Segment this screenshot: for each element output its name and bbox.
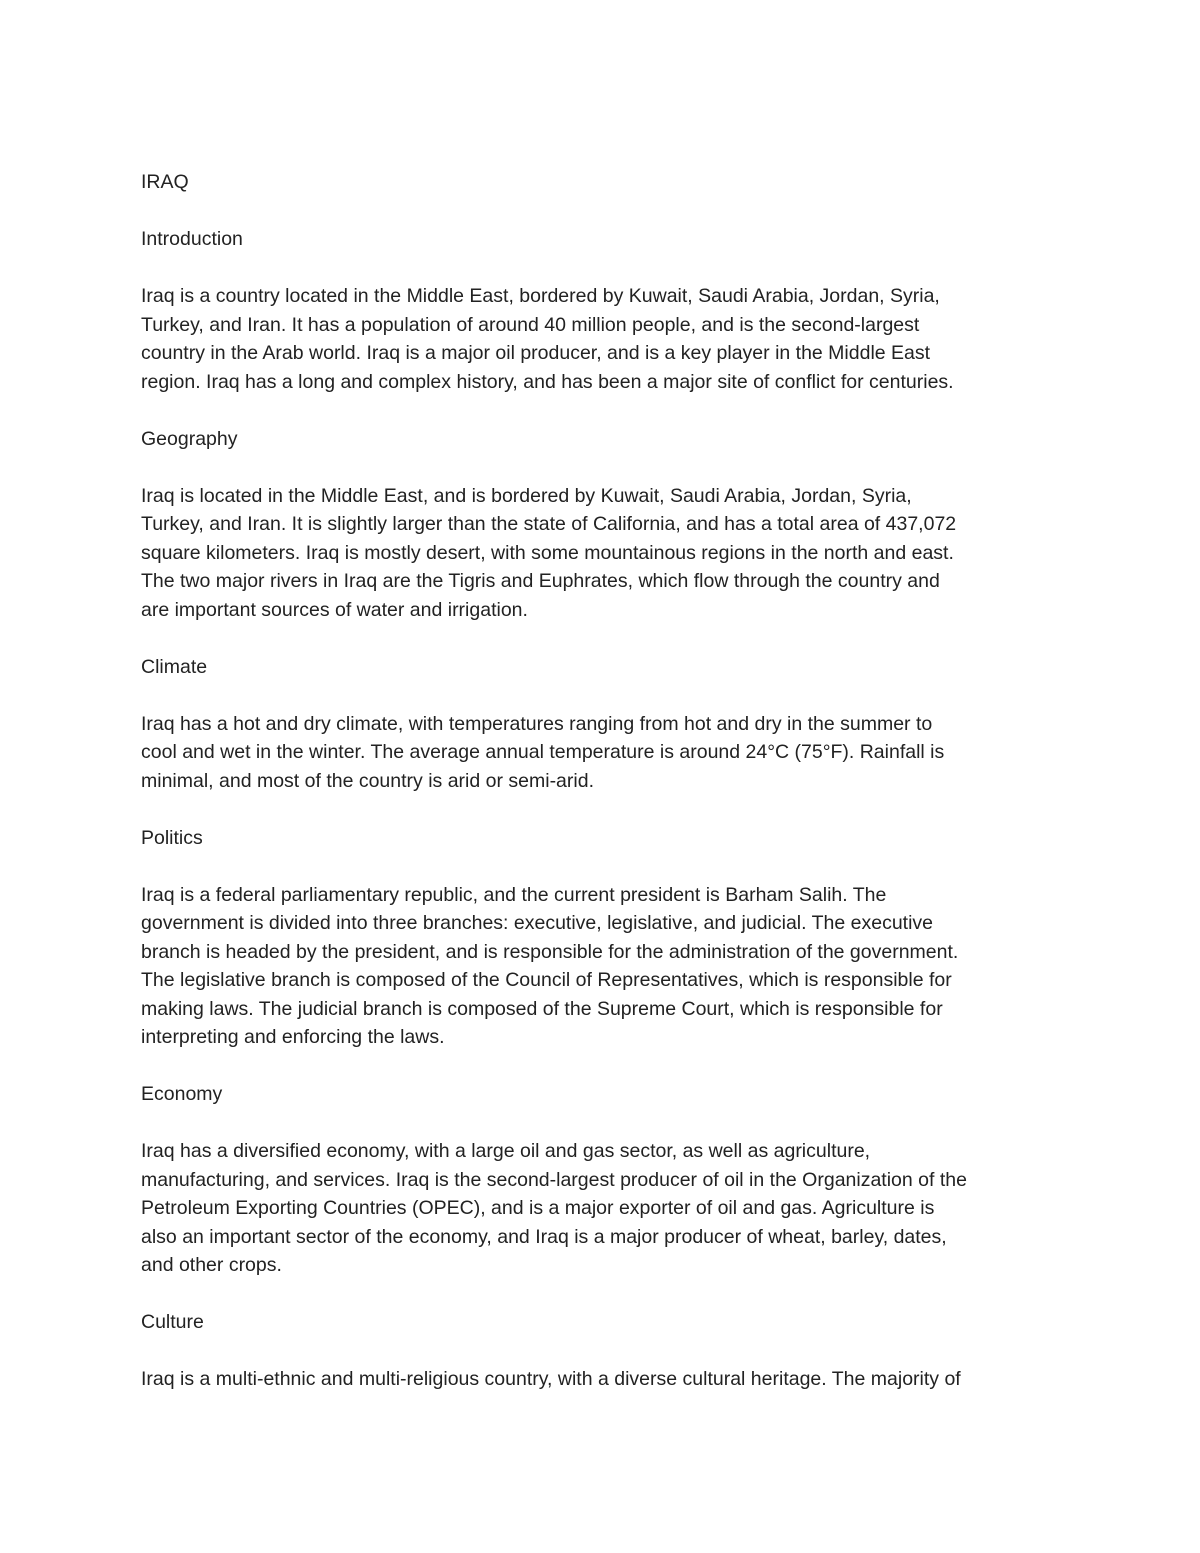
body-line: region. Iraq has a long and complex history, and has been a major site of conflict for centuries. bbox=[141, 370, 954, 393]
section-body-culture bbox=[141, 1365, 1061, 1394]
body-line: square kilometers. Iraq is mostly desert, with some mountainous regions in the north and east. bbox=[141, 541, 954, 564]
document-page bbox=[141, 168, 1061, 1422]
body-line: The two major rivers in Iraq are the Tigris and Euphrates, which flow through the country and bbox=[141, 570, 940, 592]
section-heading-culture: Culture bbox=[141, 1311, 204, 1333]
body-line: making laws. The judicial branch is composed of the Supreme Court, which is responsible for bbox=[141, 997, 943, 1020]
body-line: cool and wet in the winter. The average annual temperature is around 24°C (75°F). Rainfall is bbox=[141, 741, 945, 763]
section-heading-geography: Geography bbox=[141, 427, 238, 450]
body-line: Iraq has a diversified economy, with a large oil and gas sector, as well as agriculture, bbox=[141, 1140, 871, 1162]
section-body-introduction bbox=[141, 282, 1061, 396]
section-heading-economy: Economy bbox=[141, 1083, 223, 1105]
body-line: interpreting and enforcing the laws. bbox=[141, 1026, 445, 1048]
body-line: Turkey, and Iran. It is slightly larger than the state of California, and has a total area of 437,072 bbox=[141, 513, 957, 535]
body-line: The legislative branch is composed of the Council of Representatives, which is responsible for bbox=[141, 969, 952, 991]
body-line: country in the Arab world. Iraq is a major oil producer, and is a key player in the Middle East bbox=[141, 342, 931, 364]
body-line: and other crops. bbox=[141, 1254, 282, 1276]
body-line: Iraq has a hot and dry climate, with temperatures ranging from hot and dry in the summer to bbox=[141, 712, 933, 735]
body-line: are important sources of water and irrigation. bbox=[141, 598, 528, 621]
body-line: Petroleum Exporting Countries (OPEC), and is a major exporter of oil and gas. Agriculture is bbox=[141, 1197, 935, 1219]
document-title: IRAQ bbox=[141, 171, 189, 193]
body-line: also an important sector of the economy, and Iraq is a major producer of wheat, barley, dates, bbox=[141, 1225, 947, 1248]
body-line: Iraq is located in the Middle East, and is bordered by Kuwait, Saudi Arabia, Jordan, Syria, bbox=[141, 484, 912, 507]
section-heading-introduction: Introduction bbox=[141, 228, 243, 250]
section-body-climate bbox=[141, 710, 1061, 796]
section-body-economy bbox=[141, 1137, 1061, 1280]
body-line: minimal, and most of the country is arid or semi-arid. bbox=[141, 769, 594, 792]
section-heading-climate: Climate bbox=[141, 655, 208, 678]
body-line: manufacturing, and services. Iraq is the second-largest producer of oil in the Organization of the bbox=[141, 1168, 967, 1191]
body-line: branch is headed by the president, and is responsible for the administration of the government. bbox=[141, 940, 959, 963]
body-line: Turkey, and Iran. It has a population of around 40 million people, and is the second-largest bbox=[141, 313, 920, 336]
body-line: Iraq is a federal parliamentary republic, and the current president is Barham Salih. The bbox=[141, 883, 887, 906]
section-heading-politics: Politics bbox=[141, 826, 203, 849]
body-line: Iraq is a country located in the Middle East, bordered by Kuwait, Saudi Arabia, Jordan, Syria, bbox=[141, 285, 940, 307]
body-line: Iraq is a multi-ethnic and multi-religious country, with a diverse cultural heritage. The majority of bbox=[141, 1368, 961, 1390]
body-line: government is divided into three branches: executive, legislative, and judicial. The executive bbox=[141, 912, 934, 934]
section-body-politics bbox=[141, 881, 1061, 1052]
section-body-geography bbox=[141, 482, 1061, 625]
